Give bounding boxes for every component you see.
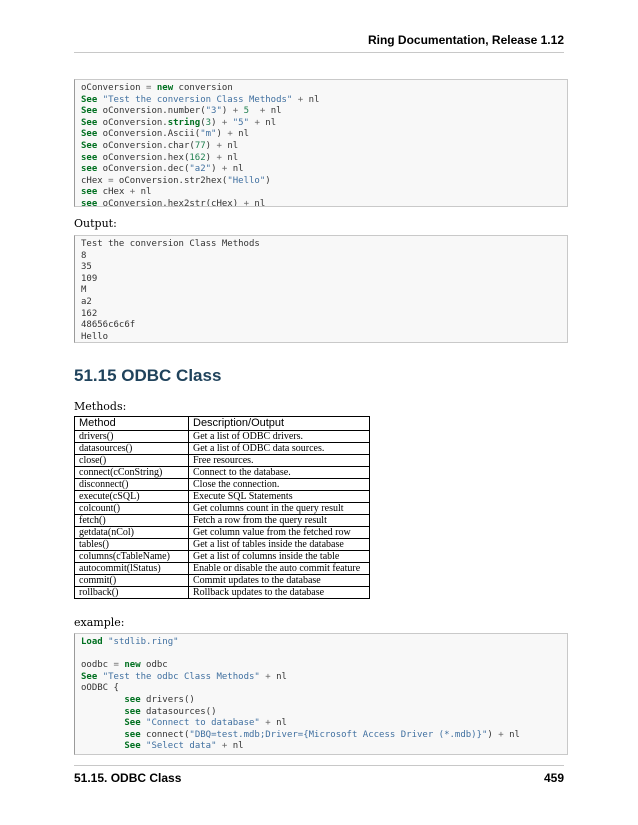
method-cell: close() <box>75 455 189 467</box>
code-line <box>81 718 561 730</box>
code-token: oConversion <box>81 83 147 93</box>
method-cell: autocommit(lStatus) <box>75 563 189 575</box>
code-token: + <box>498 729 504 740</box>
code-line <box>81 730 561 742</box>
code-token: See <box>81 94 98 105</box>
output-line: Test the conversion Class Methods <box>81 239 260 249</box>
code-token: odbc <box>140 660 168 671</box>
code-token: + <box>221 741 228 752</box>
code-token: string <box>167 117 201 128</box>
code-token: "5" <box>232 117 250 128</box>
code-token: ) <box>205 152 217 163</box>
code-token: "m" <box>200 129 217 140</box>
description-cell: Execute SQL Statements <box>189 491 370 503</box>
code-token: nl <box>503 729 520 740</box>
code-token: nl <box>249 198 266 207</box>
methods-table <box>74 416 370 599</box>
code-token: see <box>81 198 98 207</box>
code-line <box>81 83 561 95</box>
description-cell: Close the connection. <box>189 479 370 491</box>
code-token: nl <box>232 129 250 140</box>
method-cell: drivers() <box>75 431 189 443</box>
code-token: + <box>254 117 260 128</box>
code-token: + <box>227 129 233 140</box>
code-line <box>81 153 561 165</box>
table-row <box>75 491 370 503</box>
code-line <box>81 695 561 707</box>
code-token: + <box>232 106 239 117</box>
page-number: 459 <box>543 771 564 785</box>
method-cell: tables() <box>75 539 189 551</box>
output-line: M <box>81 285 87 296</box>
code-token: oConversion.hex( <box>97 152 190 163</box>
code-token: ) <box>221 106 233 117</box>
column-header-method: Method <box>75 417 189 431</box>
code-line <box>81 176 561 188</box>
code-token: "Hello" <box>227 175 266 186</box>
table-row <box>75 587 370 599</box>
output-line: 109 <box>81 273 98 284</box>
code-token: + <box>221 164 228 175</box>
method-cell: getdata(nCol) <box>75 527 189 539</box>
code-token: See <box>124 718 141 729</box>
section-title: 51.15 ODBC Class <box>74 366 222 385</box>
table-row <box>75 515 370 527</box>
code-token: "Connect to database" <box>146 718 260 729</box>
description-cell: Get columns count in the query result <box>189 503 370 515</box>
example-label: example: <box>74 616 125 629</box>
code-token: + <box>243 198 249 207</box>
description-cell: Commit updates to the database <box>189 575 370 587</box>
code-token: cHex <box>81 175 109 186</box>
code-token: See <box>81 129 98 140</box>
code-token: "Test the conversion Class Methods" <box>102 94 293 105</box>
code-line <box>81 660 561 672</box>
code-token: oConversion.char( <box>97 140 195 151</box>
method-cell: datasources() <box>75 443 189 455</box>
methods-label: Methods: <box>74 400 127 413</box>
description-cell: Get a list of columns inside the table <box>189 551 370 563</box>
code-token: nl <box>221 152 239 163</box>
code-token: ) <box>205 140 217 151</box>
code-token: = <box>113 660 119 671</box>
code-line <box>81 707 561 719</box>
code-token: nl <box>135 187 152 198</box>
code-line <box>81 118 561 130</box>
code-token: + <box>265 718 271 729</box>
code-token: "DBQ=test.mdb;Driver={Microsoft Access Driver (*.mdb)}" <box>189 729 488 740</box>
method-cell: fetch() <box>75 515 189 527</box>
description-cell: Get a list of ODBC data sources. <box>189 443 370 455</box>
code-token: "Select data" <box>146 741 217 752</box>
code-token: nl <box>227 164 244 175</box>
code-token: + <box>216 152 222 163</box>
footer-rule <box>74 765 564 766</box>
code-token: + <box>265 671 271 682</box>
code-token: + <box>259 106 266 117</box>
code-token: see <box>124 694 141 705</box>
table-header-row <box>75 417 370 431</box>
code-token: drivers() <box>140 694 195 705</box>
code-token: See <box>81 671 98 682</box>
output-line: 35 <box>81 262 92 273</box>
output-line: 48656c6c6f <box>81 320 136 331</box>
description-cell: Enable or disable the auto commit feature <box>189 563 370 575</box>
code-block-conversion <box>74 79 568 207</box>
code-token <box>81 741 124 751</box>
code-token: see <box>124 706 141 717</box>
header-rule <box>74 52 564 53</box>
table-row <box>75 467 370 479</box>
code-line <box>81 187 561 199</box>
description-cell: Get column value from the fetched row <box>189 527 370 539</box>
code-token: ) <box>211 164 222 175</box>
code-line <box>81 164 561 176</box>
code-token: "3" <box>205 106 222 117</box>
code-token: ) <box>265 175 271 186</box>
output-label: Output: <box>74 217 117 230</box>
code-token: oConversion.str2hex( <box>113 175 228 186</box>
code-token: 5 <box>243 106 250 117</box>
method-cell: colcount() <box>75 503 189 515</box>
code-token: + <box>129 187 136 198</box>
output-line: Hello <box>81 331 109 342</box>
code-token: See <box>81 117 98 128</box>
code-line <box>81 141 561 153</box>
code-line <box>81 637 561 649</box>
code-line <box>81 106 561 118</box>
code-token: new <box>156 83 174 93</box>
code-token: See <box>81 140 98 151</box>
code-token: = <box>146 83 152 93</box>
code-token: nl <box>270 671 287 682</box>
output-line: 162 <box>81 308 98 319</box>
output-block <box>74 235 568 343</box>
code-token: new <box>124 660 141 671</box>
table-row <box>75 575 370 587</box>
table-row <box>75 431 370 443</box>
code-token <box>81 695 124 705</box>
code-token: see <box>81 187 98 198</box>
code-token <box>81 718 124 728</box>
code-token: nl <box>227 741 244 752</box>
code-token: nl <box>221 140 239 151</box>
code-token: oConversion.Ascii( <box>97 129 201 140</box>
code-token: see <box>81 152 98 163</box>
description-cell: Rollback updates to the database <box>189 587 370 599</box>
code-token: "Test the odbc Class Methods" <box>102 671 260 682</box>
code-token <box>81 707 124 717</box>
code-token <box>249 106 260 116</box>
code-token: nl <box>303 94 320 105</box>
code-token: datasources() <box>140 706 217 717</box>
code-line <box>81 649 561 661</box>
code-line <box>81 672 561 684</box>
code-token: 77 <box>194 140 206 151</box>
code-token: + <box>297 94 304 105</box>
description-cell: Fetch a row from the query result <box>189 515 370 527</box>
code-token: oConversion.dec( <box>97 164 190 175</box>
code-token: ) <box>216 129 228 140</box>
code-token: cHex <box>97 187 130 198</box>
code-token: oODBC { <box>81 683 119 694</box>
code-line <box>81 95 561 107</box>
table-row <box>75 551 370 563</box>
method-cell: columns(cTableName) <box>75 551 189 563</box>
description-cell: Get a list of ODBC drivers. <box>189 431 370 443</box>
code-token: + <box>216 140 222 151</box>
code-token: nl <box>265 106 282 117</box>
code-token: ) <box>487 729 499 740</box>
methods-table-body <box>75 431 370 599</box>
method-cell: disconnect() <box>75 479 189 491</box>
method-cell: connect(cConString) <box>75 467 189 479</box>
code-token: Load <box>81 637 103 647</box>
code-token: nl <box>259 117 277 128</box>
method-cell: execute(cSQL) <box>75 491 189 503</box>
method-cell: commit() <box>75 575 189 587</box>
code-token: ) <box>211 117 222 128</box>
table-row <box>75 479 370 491</box>
code-line <box>81 683 561 695</box>
code-token: oConversion.hex2str(cHex) <box>97 198 244 207</box>
code-token: oodbc <box>81 660 114 671</box>
code-block-odbc <box>74 633 568 755</box>
table-row <box>75 527 370 539</box>
code-token: "stdlib.ring" <box>108 637 179 647</box>
description-cell: Free resources. <box>189 455 370 467</box>
code-token: ( <box>200 117 206 128</box>
output-line: 8 <box>81 250 87 261</box>
code-token: connect( <box>140 729 190 740</box>
code-token: conversion <box>173 83 233 93</box>
description-cell: Connect to the database. <box>189 467 370 479</box>
code-token: oConversion.number( <box>97 106 206 117</box>
table-row <box>75 563 370 575</box>
method-cell: rollback() <box>75 587 189 599</box>
code-token: 3 <box>205 117 212 128</box>
column-header-description: Description/Output <box>189 417 370 431</box>
table-row <box>75 539 370 551</box>
code-token: See <box>124 741 141 752</box>
code-token: nl <box>270 718 287 729</box>
code-token: "a2" <box>189 164 212 175</box>
code-token: + <box>221 117 228 128</box>
code-token: see <box>81 164 98 175</box>
output-line: a2 <box>81 296 92 307</box>
code-token: 162 <box>189 152 206 163</box>
description-cell: Get a list of tables inside the database <box>189 539 370 551</box>
table-row <box>75 503 370 515</box>
code-token <box>81 730 124 740</box>
code-line <box>81 199 561 207</box>
code-token: = <box>108 175 114 186</box>
code-line <box>81 129 561 141</box>
table-row <box>75 443 370 455</box>
code-token: oConversion. <box>97 117 168 128</box>
footer-section: 51.15. ODBC Class <box>74 771 182 785</box>
table-row <box>75 455 370 467</box>
code-token: see <box>124 729 141 740</box>
running-header: Ring Documentation, Release 1.12 <box>367 33 564 47</box>
code-line <box>81 741 561 753</box>
code-token: See <box>81 106 98 117</box>
